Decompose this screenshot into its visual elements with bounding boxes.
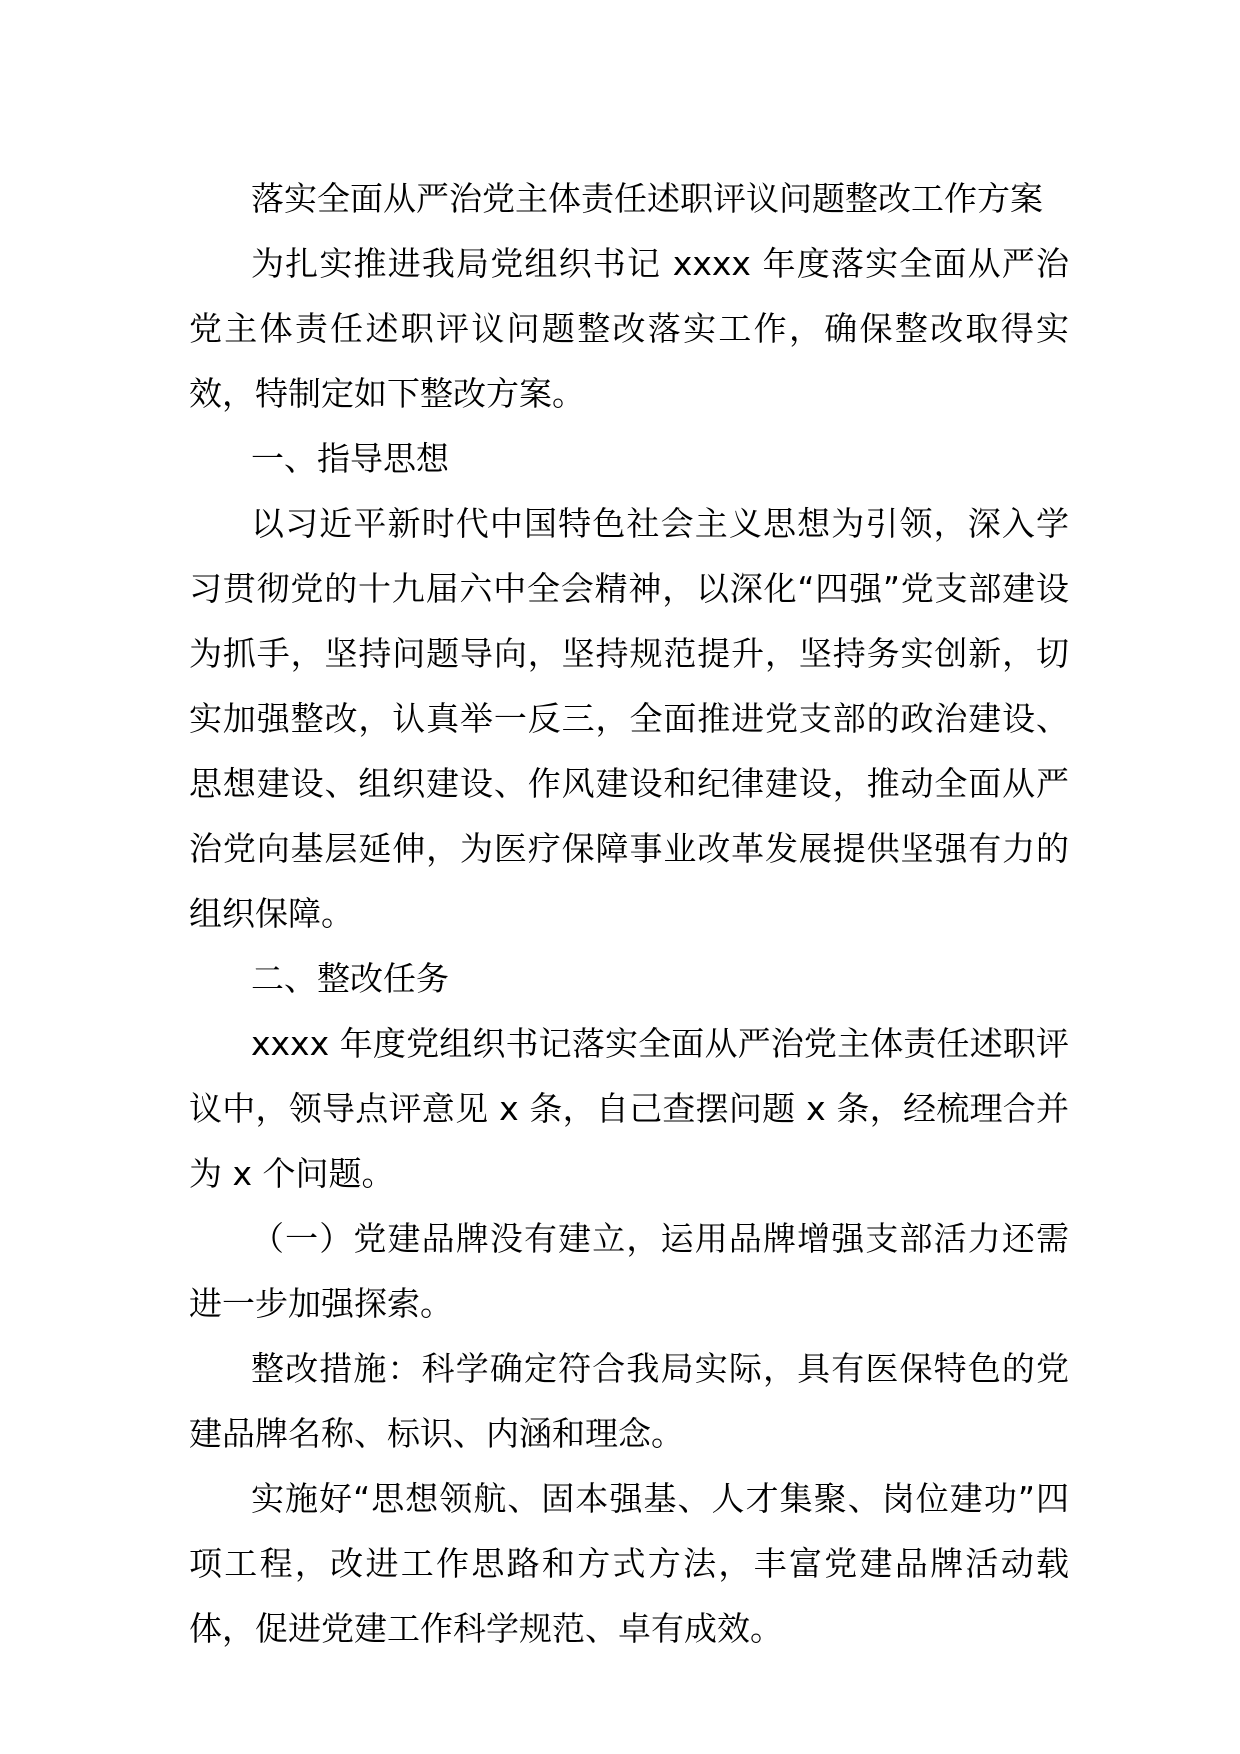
document-title: 落实全面从严治党主体责任述职评议问题整改工作方案 [251, 179, 1043, 218]
paragraph-rectification-measures: 整改措施：科学确定符合我局实际，具有医保特色的党建品牌名称、标识、内涵和理念。 [189, 1349, 1069, 1453]
heading-rectification-tasks: 二、整改任务 [251, 959, 449, 998]
document-body [189, 166, 1069, 1661]
heading-guiding-ideology: 一、指导思想 [251, 439, 449, 478]
issue-one-heading: （一）党建品牌没有建立，运用品牌增强支部活力还需进一步加强探索。 [189, 1219, 1069, 1323]
paragraph-intro: 为扎实推进我局党组织书记 xxxx 年度落实全面从严治党主体责任述职评议问题整改落实工作，确保整改取得实效，特制定如下整改方案。 [189, 244, 1069, 413]
paragraph-guiding-ideology: 以习近平新时代中国特色社会主义思想为引领，深入学习贯彻党的十九届六中全会精神，以深化“四强”党支部建设为抓手，坚持问题导向，坚持规范提升，坚持务实创新，切实加强整改，认真举一反三，全面推进党支部的政治建设、思想建设、组织建设、作风建设和纪律建设，推动全面从严治党向基层延伸，为医疗保障事业改革发展提供坚强有力的组织保障。 [189, 504, 1069, 933]
paragraph-task-summary: xxxx 年度党组织书记落实全面从严治党主体责任述职评议中，领导点评意见 x 条，自己查摆问题 x 条，经梳理合并为 x 个问题。 [189, 1024, 1069, 1193]
paragraph-four-projects: 实施好“思想领航、固本强基、人才集聚、岗位建功”四项工程，改进工作思路和方式方法，丰富党建品牌活动载体，促进党建工作科学规范、卓有成效。 [189, 1479, 1069, 1648]
